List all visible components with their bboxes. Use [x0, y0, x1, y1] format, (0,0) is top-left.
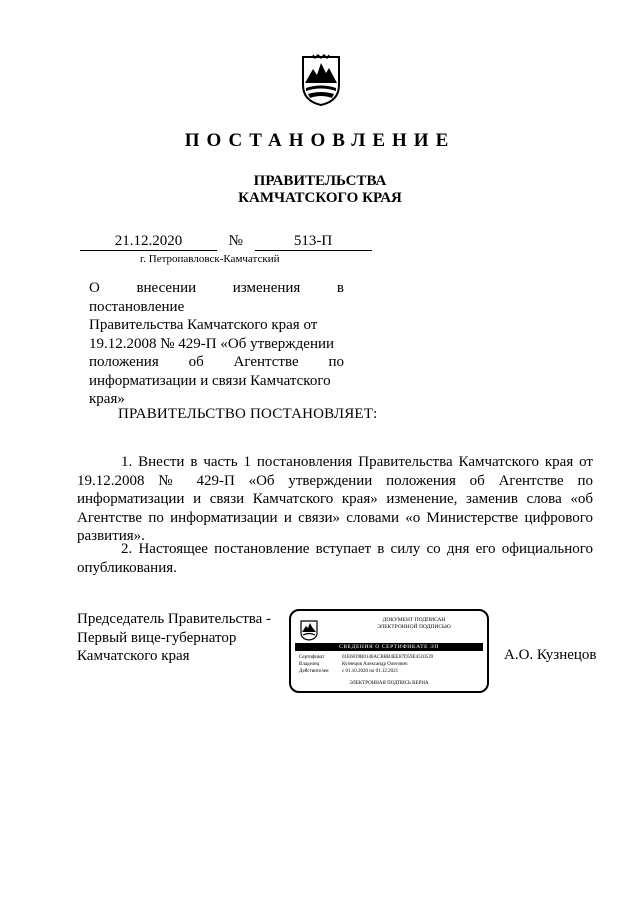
stamp-header [339, 617, 489, 631]
stamp-header-line: ДОКУМЕНТ ПОДПИСАН [382, 617, 446, 623]
signatory-name: А.О. Кузнецов [504, 647, 597, 663]
position-line: Первый вице-губернатор [77, 629, 237, 646]
coat-of-arms-emblem [299, 53, 343, 107]
paragraph-2: 2. Настоящее постановление вступает в силу со дня его официального опубликования. [77, 541, 593, 576]
stamp-footer: ЭЛЕКТРОННАЯ ПОДПИСЬ ВЕРНА [349, 681, 429, 686]
subject-line: края» [89, 391, 125, 407]
issuer-line-1: ПРАВИТЕЛЬСТВА [253, 173, 387, 189]
document-date: 21.12.2020 [80, 232, 217, 251]
stamp-emblem-icon [299, 619, 319, 641]
stamp-header-line: ЭЛЕКТРОННОЙ ПОДПИСЬЮ [377, 624, 451, 630]
subject-line: 19.12.2008 № 429-П «Об утверждении [89, 335, 335, 352]
document-subject [89, 279, 344, 409]
paragraph-1: 1. Внести в часть 1 постановления Правительства Камчатского края от 19.12.2008 № 429-П «Об утверждении положения об Агентстве по информатизации и связи Камчатского края» изменение, заменив слова «об Агентстве по информатизации и связи» словами «о Министерстве цифрового развития». [77, 454, 593, 544]
position-line: Председатель Правительства - [77, 611, 272, 627]
stamp-certificate-bar: СВЕДЕНИЯ О СЕРТИФИКАТЕ ЭП [295, 643, 483, 651]
document-number: 513-П [255, 232, 372, 251]
subject-line: информатизации и связи Камчатского [89, 372, 331, 389]
issuer-line-2: КАМЧАТСКОГО КРАЯ [238, 190, 402, 206]
subject-line: О внесении изменения в постановление [89, 280, 344, 315]
electronic-signature-stamp [289, 609, 489, 693]
stamp-certificate-row: Сертификат 01E6039B0146ACBBB4EE87D59E4510539 [299, 655, 434, 660]
subject-line: Правительства Камчатского края от [89, 317, 318, 333]
subject-line: положения об Агентстве по [89, 354, 344, 370]
stamp-owner-row: Владелец Кузнецов Александр Олегович [299, 662, 408, 667]
city: г. Петропавловск-Камчатский [140, 253, 280, 265]
signatory-position [77, 610, 271, 666]
document-title: ПОСТАНОВЛЕНИЕ [184, 130, 456, 151]
number-sign: № [228, 233, 243, 249]
position-line: Камчатского края [77, 648, 190, 664]
decree-heading: ПРАВИТЕЛЬСТВО ПОСТАНОВЛЯЕТ: [118, 406, 378, 422]
date-number-line [80, 232, 372, 252]
stamp-validity-row: Действителен с 01.10.2020 по 01.12.2021 [299, 669, 399, 674]
